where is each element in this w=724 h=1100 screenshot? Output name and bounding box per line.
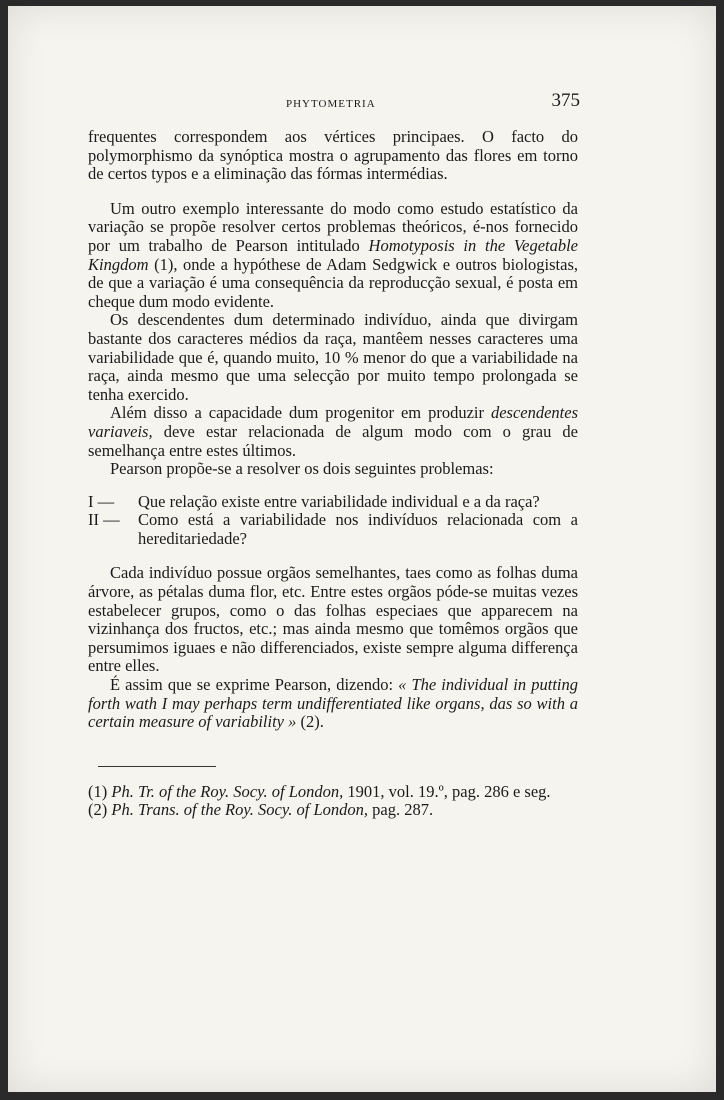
paragraph-5: Pearson propõe-se a resolver os dois seguintes problemas: bbox=[110, 459, 494, 479]
pearson-quote: « The individual in putting forth wath I may perhaps term undifferentiated like organs, das so with a certain measure of variability » bbox=[88, 675, 578, 732]
footnote-1 bbox=[88, 783, 578, 802]
running-title: PHYTOMETRIA bbox=[286, 98, 376, 110]
book-page bbox=[8, 6, 716, 1092]
paragraph-2 bbox=[88, 200, 578, 312]
page-number: 375 bbox=[551, 90, 580, 111]
question-2-text: Como está a variabilidade nos indivíduos relacionada com a hereditariedade? bbox=[138, 510, 578, 548]
descendants-term: descendentes variaveis, bbox=[88, 403, 579, 441]
question-2-label: II — bbox=[88, 510, 120, 530]
question-1-label: I — bbox=[88, 491, 115, 511]
footnote-2-rest: pag. 287. bbox=[372, 800, 434, 820]
paragraph-6: Cada indivíduo possue orgãos semelhantes, taes como as folhas duma árvore, as pétalas duma flor, etc. Entre estes orgãos póde-se muitas vezes estabelecer grupos, como o das folhas especiaes que apparecem na vizinhança dos fructos, etc.; mas ainda mesmo que tomêmos orgãos que persumimos iguaes e não differenciados, existe sempre alguma differença entre elles. bbox=[88, 563, 578, 676]
question-1-text: Que relação existe entre variabilidade individual e a da raça? bbox=[138, 491, 540, 511]
paragraph-4 bbox=[88, 404, 578, 460]
running-head bbox=[88, 90, 578, 114]
question-2 bbox=[88, 511, 578, 548]
work-title-ref: (1), onde a hypóthese bbox=[154, 254, 301, 274]
footnote-1-mark: (1) bbox=[88, 781, 108, 801]
footnote-2 bbox=[88, 801, 578, 820]
paragraph-4-cont: deve estar relacionada de algum modo com o grau de semelhança entre estes últimos. bbox=[88, 421, 579, 460]
footnote-1-rest: 1901, vol. 19.º, pag. 286 e seg. bbox=[347, 781, 551, 801]
footnote-2-source: Ph. Trans. of the Roy. Socy. of London, bbox=[111, 800, 369, 820]
paragraph-7-text: É assim que se exprime Pearson, dizendo: bbox=[110, 675, 394, 695]
footnotes bbox=[88, 783, 578, 820]
work-title: Homotyposis in the Vegetable Kingdom bbox=[88, 235, 579, 274]
paragraph-4-text: Além disso a capacidade dum progenitor em produzir bbox=[110, 403, 484, 423]
page-content bbox=[88, 90, 578, 820]
paragraph-7 bbox=[88, 676, 578, 732]
footnote-rule bbox=[98, 766, 216, 767]
paragraph-2-text: Um outro exemplo interessante do modo como estudo estatístico da variação se propõe resolver certos problemas theóricos, é-nos fornecido por um trabalho de Pearson intitulado bbox=[88, 198, 578, 255]
questions-list bbox=[88, 493, 578, 549]
paragraph-2-cont: de Adam Sedgwick e outros biologistas, de que a variação é uma consequência da reproducção sexual, é posta em cheque dum modo evidente. bbox=[88, 254, 579, 311]
footnote-1-source: Ph. Tr. of the Roy. Socy. of London, bbox=[111, 781, 344, 801]
paragraph-3: Os descendentes dum determinado indivíduo, ainda que divirgam bastante dos caracteres médios da raça, mantêem nesses caracteres uma variabilidade que é, quando muito, 10 % menor do que a variabilidade na raça, ainda mesmo que uma selecção por muito tempo prolongada se tenha exercido. bbox=[88, 310, 578, 404]
question-1 bbox=[88, 493, 578, 512]
paragraph-1: frequentes correspondem aos vértices principaes. O facto do polymorphismo da synóptica mostra o agrupamento das flores em torno de certos typos e a eliminação das fórmas intermédias. bbox=[88, 127, 578, 184]
footnote-2-mark: (2) bbox=[88, 800, 108, 820]
quote-ref: (2). bbox=[300, 712, 324, 732]
